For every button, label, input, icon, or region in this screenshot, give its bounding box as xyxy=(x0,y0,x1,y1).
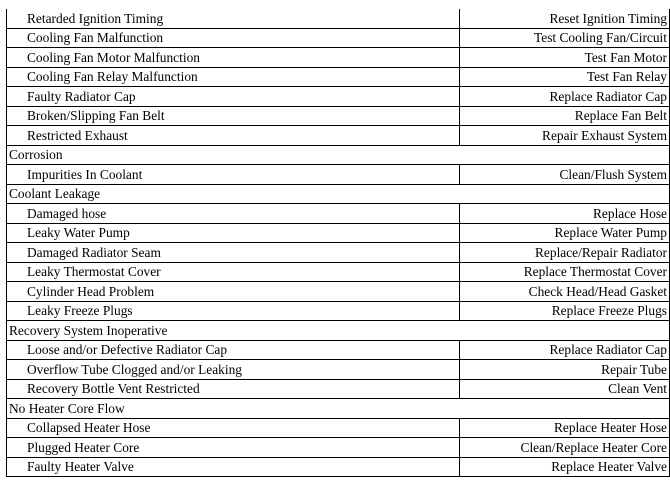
table-row xyxy=(7,340,670,360)
action-cell: Replace Water Pump xyxy=(460,223,670,243)
section-heading-row xyxy=(7,321,670,341)
condition-cell: Recovery Bottle Vent Restricted xyxy=(7,379,460,399)
action-cell: Test Fan Relay xyxy=(460,67,670,87)
table-row xyxy=(7,67,670,87)
action-cell: Reset Ignition Timing xyxy=(460,9,670,28)
table-row xyxy=(7,28,670,48)
diagnosis-table xyxy=(6,9,670,477)
table-row xyxy=(7,87,670,107)
section-heading: Corrosion xyxy=(7,145,670,165)
condition-cell: Overflow Tube Clogged and/or Leaking xyxy=(7,360,460,380)
action-cell: Replace Heater Valve xyxy=(460,457,670,477)
action-cell: Clean/Flush System xyxy=(460,165,670,185)
condition-cell: Leaky Water Pump xyxy=(7,223,460,243)
condition-cell: Retarded Ignition Timing xyxy=(7,9,460,28)
table-row xyxy=(7,438,670,458)
condition-cell: Restricted Exhaust xyxy=(7,126,460,146)
action-cell: Repair Exhaust System xyxy=(460,126,670,146)
condition-cell: Loose and/or Defective Radiator Cap xyxy=(7,340,460,360)
condition-cell: Plugged Heater Core xyxy=(7,438,460,458)
table-row xyxy=(7,262,670,282)
diagnosis-table-body xyxy=(7,9,670,477)
section-heading: No Heater Core Flow xyxy=(7,399,670,419)
condition-cell: Cooling Fan Motor Malfunction xyxy=(7,48,460,68)
table-row xyxy=(7,418,670,438)
action-cell: Test Fan Motor xyxy=(460,48,670,68)
action-cell: Replace Fan Belt xyxy=(460,106,670,126)
condition-cell: Cylinder Head Problem xyxy=(7,282,460,302)
table-row xyxy=(7,126,670,146)
table-row xyxy=(7,223,670,243)
condition-cell: Damaged hose xyxy=(7,204,460,224)
condition-cell: Leaky Thermostat Cover xyxy=(7,262,460,282)
action-cell: Replace Heater Hose xyxy=(460,418,670,438)
table-row xyxy=(7,243,670,263)
condition-cell: Faulty Heater Valve xyxy=(7,457,460,477)
condition-cell: Faulty Radiator Cap xyxy=(7,87,460,107)
condition-cell: Cooling Fan Malfunction xyxy=(7,28,460,48)
section-heading-row xyxy=(7,184,670,204)
condition-cell: Collapsed Heater Hose xyxy=(7,418,460,438)
table-row xyxy=(7,282,670,302)
table-row xyxy=(7,165,670,185)
action-cell: Test Cooling Fan/Circuit xyxy=(460,28,670,48)
action-cell: Replace Radiator Cap xyxy=(460,87,670,107)
action-cell: Repair Tube xyxy=(460,360,670,380)
action-cell: Replace Thermostat Cover xyxy=(460,262,670,282)
condition-cell: Leaky Freeze Plugs xyxy=(7,301,460,321)
section-heading: Coolant Leakage xyxy=(7,184,670,204)
action-cell: Replace Hose xyxy=(460,204,670,224)
condition-cell: Broken/Slipping Fan Belt xyxy=(7,106,460,126)
section-heading: Recovery System Inoperative xyxy=(7,321,670,341)
condition-cell: Cooling Fan Relay Malfunction xyxy=(7,67,460,87)
table-row xyxy=(7,48,670,68)
table-row xyxy=(7,204,670,224)
action-cell: Replace Freeze Plugs xyxy=(460,301,670,321)
table-row xyxy=(7,457,670,477)
action-cell: Clean Vent xyxy=(460,379,670,399)
table-row xyxy=(7,360,670,380)
section-heading-row xyxy=(7,145,670,165)
condition-cell: Impurities In Coolant xyxy=(7,165,460,185)
section-heading-row xyxy=(7,399,670,419)
action-cell: Replace/Repair Radiator xyxy=(460,243,670,263)
action-cell: Clean/Replace Heater Core xyxy=(460,438,670,458)
table-row xyxy=(7,301,670,321)
condition-cell: Damaged Radiator Seam xyxy=(7,243,460,263)
table-row xyxy=(7,379,670,399)
table-row xyxy=(7,9,670,28)
table-row xyxy=(7,106,670,126)
action-cell: Replace Radiator Cap xyxy=(460,340,670,360)
action-cell: Check Head/Head Gasket xyxy=(460,282,670,302)
